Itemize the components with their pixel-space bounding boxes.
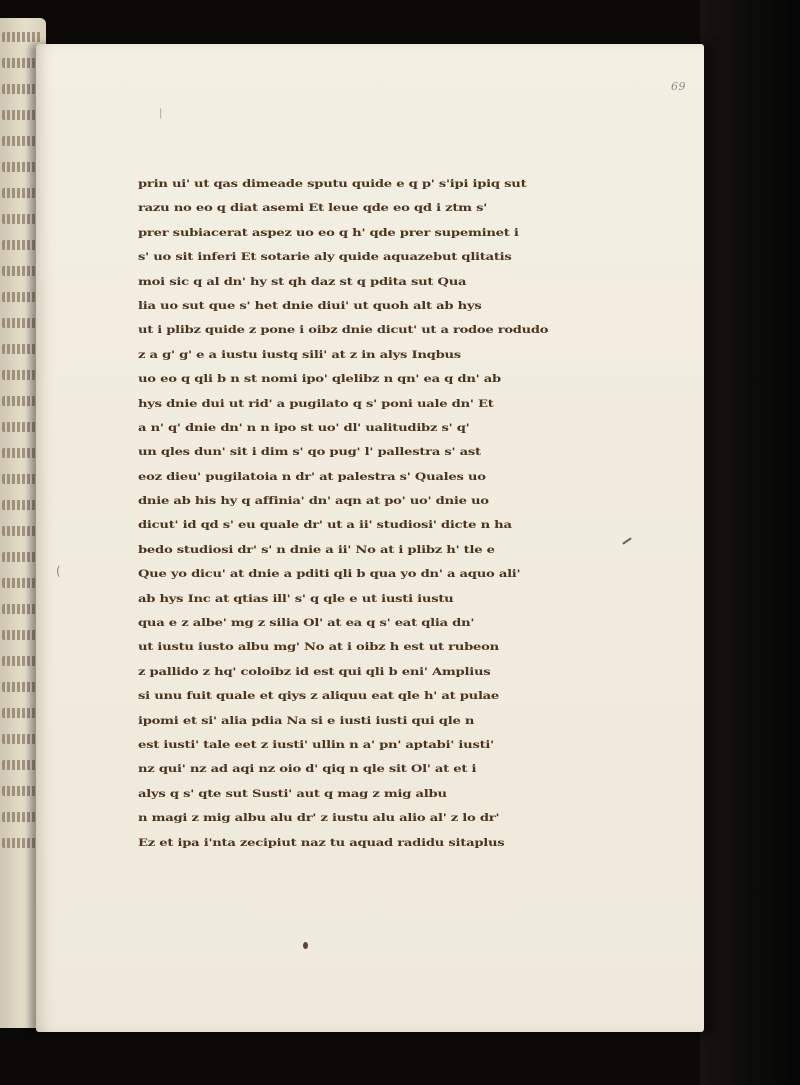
manuscript-line: nz qui' nz ad aqi nz oio d' qiq n qle sit Ol' at et i <box>138 763 477 776</box>
manuscript-line: ipomi et si' alia pdia Na si e iusti iusti qui qle n <box>138 714 475 727</box>
manuscript-line: ab hys Inc at qtias ill' s' q qle e ut iusti iustu <box>138 592 454 605</box>
manuscript-folio <box>36 44 704 1032</box>
manuscript-line: prin ui' ut qas dimeade sputu quide e q p' s'ipi ipiq sut <box>138 178 527 190</box>
manuscript-line: hys dnie dui ut rid' a pugilato q s' poni uale dn' Et <box>138 397 494 410</box>
manuscript-line: z a g' g' e a iustu iustq sili' at z in alys Inqbus <box>138 348 461 361</box>
manuscript-line: Ez et ipa i'nta zecipiut naz tu aquad radidu sitaplus <box>138 836 505 849</box>
folio-number: 69 <box>671 80 686 93</box>
background-edge <box>700 0 800 1085</box>
manuscript-line: a n' q' dnie dn' n n ipo st uo' dl' ualitudibz s' q' <box>138 421 470 434</box>
manuscript-line: moi sic q al dn' hy st qh daz st q pdita sut Qua <box>138 275 467 288</box>
manuscript-line: si unu fuit quale et qiys z aliquu eat qle h' at pulae <box>138 690 500 703</box>
manuscript-line: qua e z albe' mg z silia Ol' at ea q s' eat qlia dn' <box>138 617 475 630</box>
manuscript-line: z pallido z hq' coloibz id est qui qli b eni' Amplius <box>138 665 491 678</box>
pricking-mark: ( <box>56 564 61 578</box>
margin-stroke <box>622 537 631 544</box>
manuscript-line: uo eo q qli b n st nomi ipo' qlelibz n qn' ea q dn' ab <box>138 373 501 386</box>
manuscript-line: alys q s' qte sut Susti' aut q mag z mig albu <box>138 787 447 800</box>
pricking-mark: | <box>159 108 163 119</box>
manuscript-line: ut i plibz quide z pone i oibz dnie dicut' ut a rodoe rodudo <box>138 324 548 337</box>
facing-page-text-line <box>2 32 42 42</box>
manuscript-line: ut iustu iusto albu mg' No at i oibz h est ut rubeon <box>138 641 499 654</box>
manuscript-line: dicut' id qd s' eu quale dr' ut a ii' studiosi' dicte n ha <box>138 519 512 532</box>
manuscript-line: lia uo sut que s' het dnie diui' ut quoh alt ab hys <box>138 299 482 312</box>
manuscript-line: dnie ab his hy q affinia' dn' aqn at po' uo' dnie uo <box>138 495 489 508</box>
ink-dot <box>303 942 308 949</box>
manuscript-line: eoz dieu' pugilatoia n dr' at palestra s' Quales uo <box>138 470 486 483</box>
manuscript-line: Que yo dicu' at dnie a pditi qli b qua yo dn' a aquo ali' <box>138 568 521 581</box>
manuscript-line: n magi z mig albu alu dr' z iustu alu alio al' z lo dr' <box>138 812 500 825</box>
manuscript-line: razu no eo q diat asemi Et leue qde eo qd i ztm s' <box>138 202 488 215</box>
manuscript-line: bedo studiosi dr' s' n dnie a ii' No at i plibz h' tle e <box>138 543 495 556</box>
manuscript-line: prer subiacerat aspez uo eo q h' qde prer supeminet i <box>138 226 519 239</box>
text-column <box>138 172 548 855</box>
manuscript-line: un qles dun' sit i dim s' qo pug' l' pallestra s' ast <box>138 446 481 459</box>
manuscript-line: s' uo sit inferi Et sotarie aly quide aquazebut qlitatis <box>138 251 512 264</box>
manuscript-line: est iusti' tale eet z iusti' ullin n a' pn' aptabi' iusti' <box>138 738 494 751</box>
